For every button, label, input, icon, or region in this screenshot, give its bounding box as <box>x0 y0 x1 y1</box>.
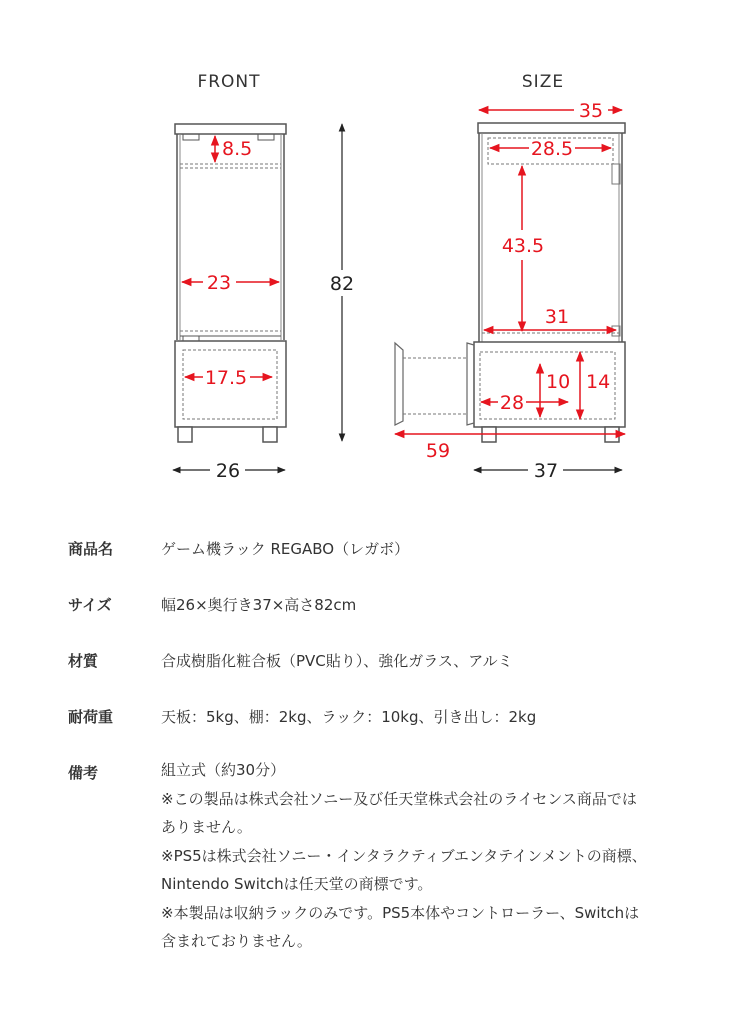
note-line: ありません。 <box>161 818 252 836</box>
front-title: FRONT <box>197 72 261 92</box>
front-leg-right <box>263 427 277 442</box>
spec-key: 耐荷重 <box>68 708 114 726</box>
front-top-board <box>175 124 286 134</box>
note-line: Nintendo Switchは任天堂の商標です。 <box>161 875 433 893</box>
dim-front-inner-width: 23 <box>206 272 232 294</box>
dim-side-shelf-depth: 28.5 <box>530 138 574 160</box>
note-line: ※本製品は収納ラックのみです。PS5本体やコントローラー、Switchは <box>161 903 640 922</box>
front-view <box>173 72 357 482</box>
dim-side-total-depth: 37 <box>533 460 559 482</box>
spec-key: 備考 <box>68 764 99 782</box>
spec-value: ゲーム機ラック REGABO（レガボ） <box>161 540 410 558</box>
size-title: SIZE <box>521 72 565 92</box>
spec-value: 天板：5kg、棚：2kg、ラック：10kg、引き出し：2kg <box>161 708 537 726</box>
dim-front-drawer-width: 17.5 <box>204 367 248 389</box>
dim-side-extended-depth: 59 <box>425 440 451 462</box>
spec-value: 合成樹脂化粧合板（PVC貼り）、強化ガラス、アルミ <box>161 652 513 670</box>
spec-notes <box>161 756 721 956</box>
dim-side-drawer-height-outer: 14 <box>586 371 611 393</box>
dim-side-lower-depth: 31 <box>544 306 570 328</box>
front-leg-left <box>178 427 192 442</box>
note-line: 含まれておりません。 <box>161 932 312 950</box>
dim-front-total-width: 26 <box>215 460 241 482</box>
dim-side-drawer-height-inner: 10 <box>546 371 571 393</box>
dimension-diagram <box>0 0 750 500</box>
note-line: 組立式（約30分） <box>161 761 286 779</box>
side-view <box>395 72 625 482</box>
dim-side-drawer-depth: 28 <box>499 392 525 414</box>
spec-value: 幅26×奥行き37×高さ82cm <box>161 596 357 614</box>
side-top-board <box>478 123 625 133</box>
dim-side-top-depth: 35 <box>578 100 604 122</box>
spec-key: 材質 <box>68 652 99 670</box>
spec-key: サイズ <box>68 596 112 614</box>
note-line: ※PS5は株式会社ソニー・インタラクティブエンタテインメントの商標、 <box>161 846 647 865</box>
spec-key: 商品名 <box>68 540 114 558</box>
note-line: ※この製品は株式会社ソニー及び任天堂株式会社のライセンス商品では <box>161 789 637 808</box>
dim-front-top-gap: 8.5 <box>222 138 253 160</box>
dim-side-inner-height: 43.5 <box>501 235 545 257</box>
dim-front-total-height: 82 <box>329 273 355 295</box>
